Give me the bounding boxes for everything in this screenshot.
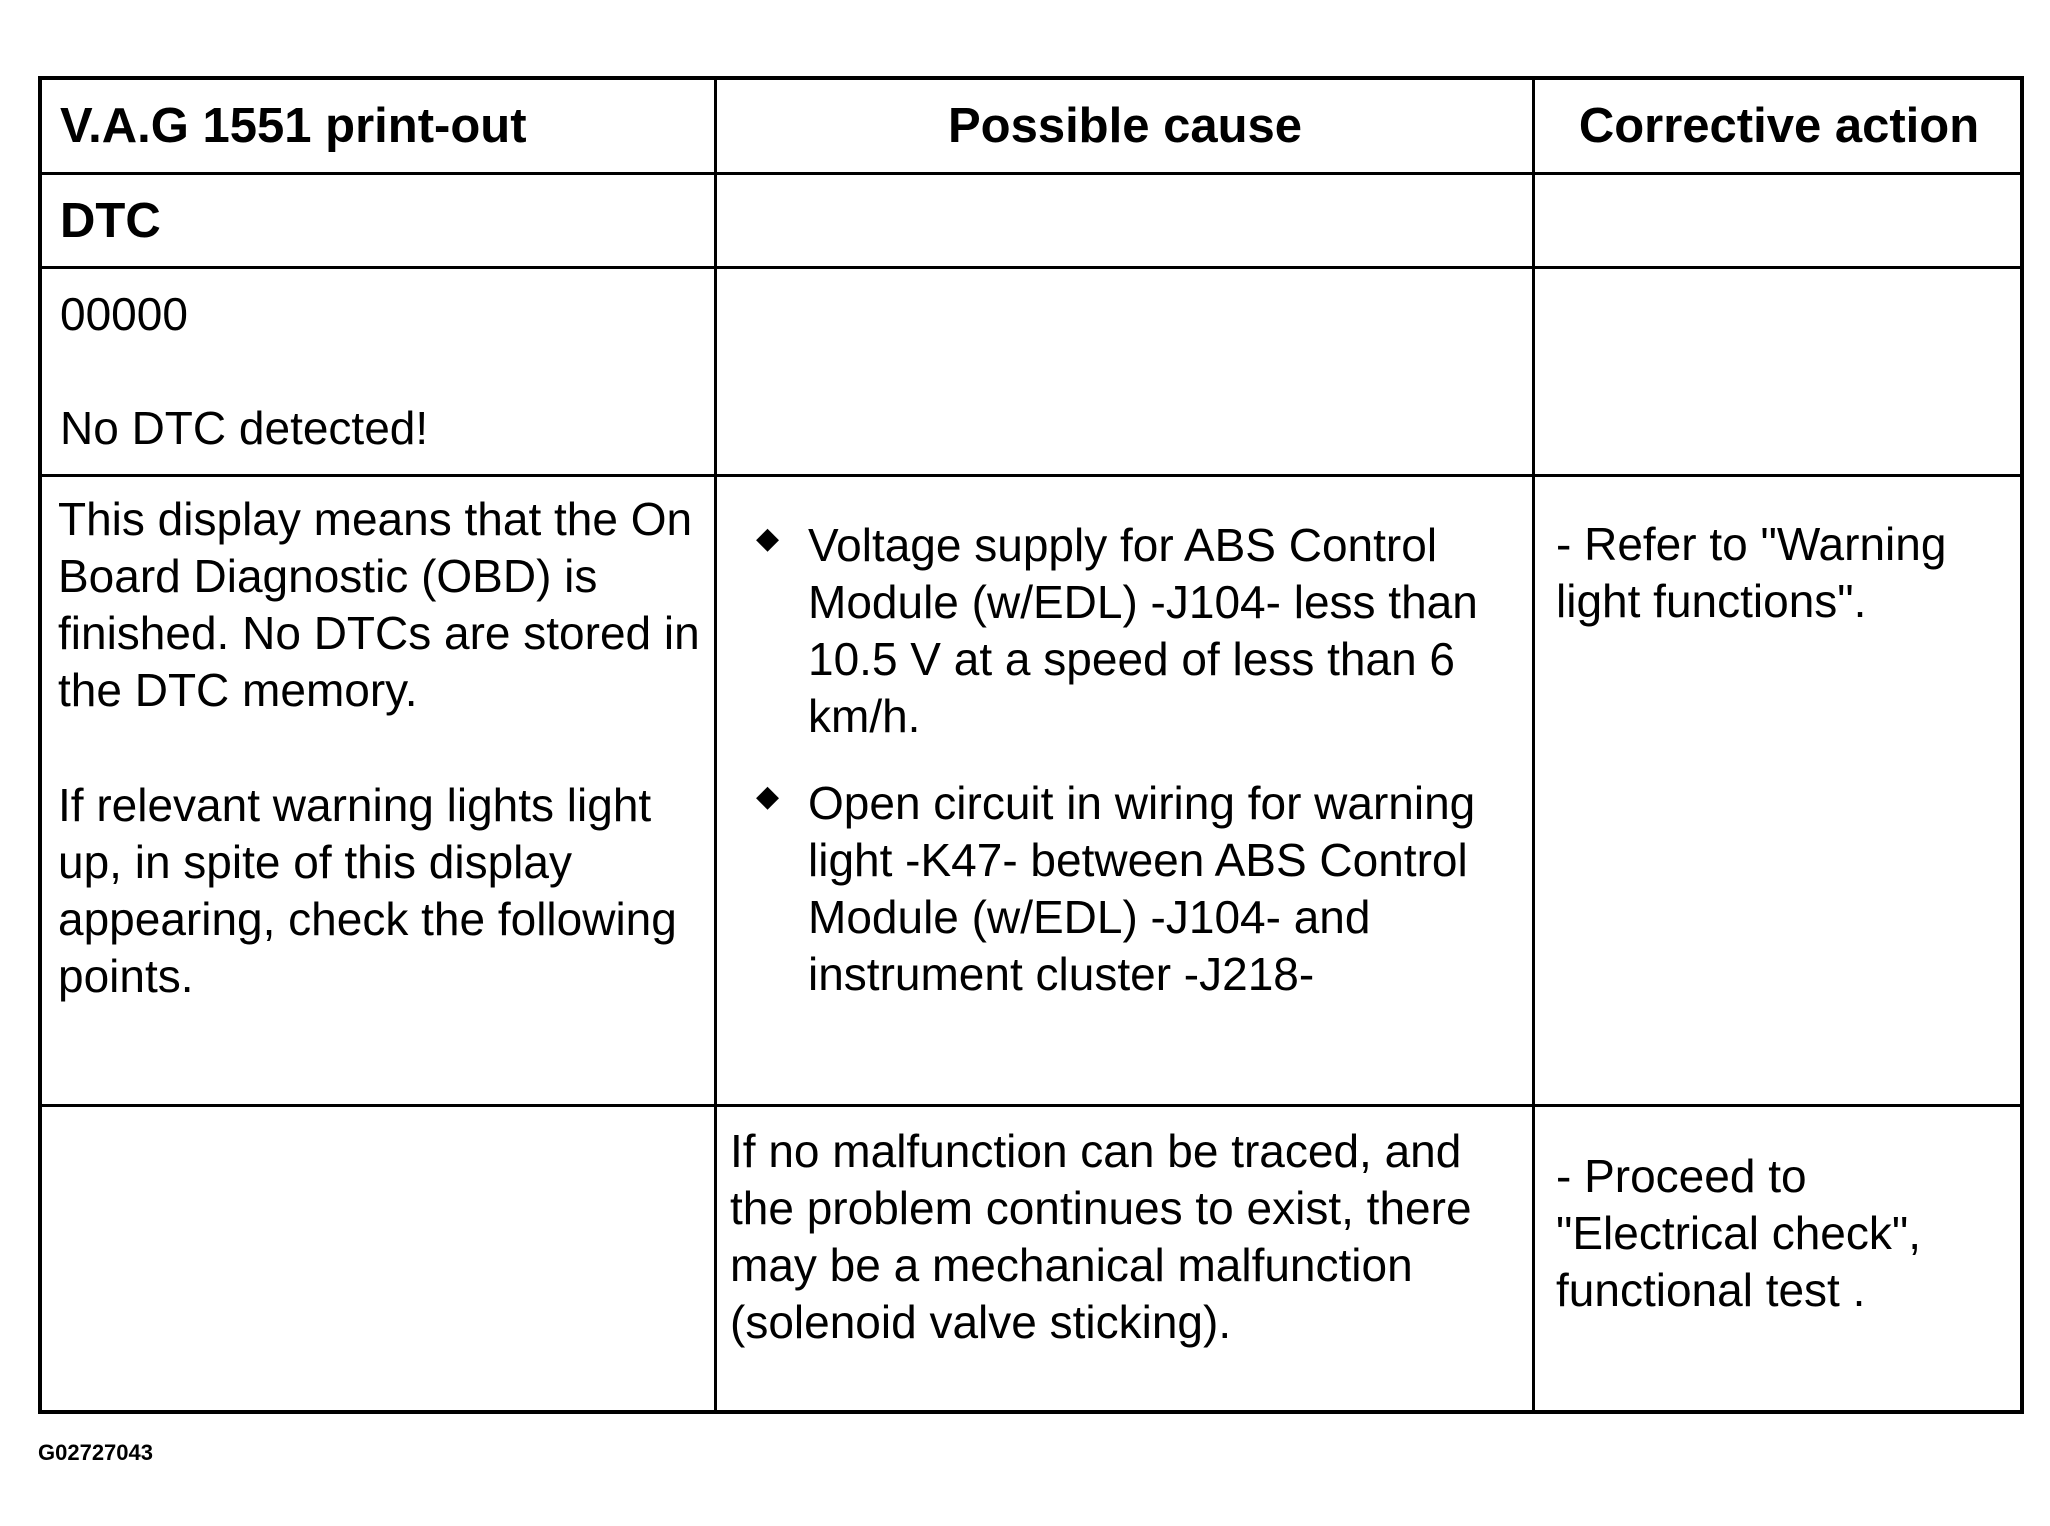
corrective-action-3: - Proceed to "Electrical check", functional test . <box>1556 1150 1921 1316</box>
warning-light-instruction: If relevant warning lights light up, in spite of this display appearing, check the following points. <box>58 779 677 1002</box>
dtc-code: 00000 <box>60 288 188 340</box>
bullet-diamond-icon: ◆ <box>756 780 780 813</box>
header-corrective-action: Corrective action <box>1578 99 1980 153</box>
header-possible-cause: Possible cause <box>947 99 1303 153</box>
cause-text: Open circuit in wiring for warning light -K47- between ABS Control Module (w/EDL) -J104- and instrument cluster -J218- <box>808 777 1476 1000</box>
corrective-action-1: - Refer to "Warning light functions". <box>1556 518 1947 627</box>
column-divider <box>714 80 717 1410</box>
header-printout: V.A.G 1551 print-out <box>60 99 527 153</box>
display-explanation: This display means that the On Board Diagnostic (OBD) is finished. No DTCs are stored in the DTC memory. <box>58 493 700 716</box>
cause-item <box>718 517 1522 745</box>
cause-text: Voltage supply for ABS Control Module (w/EDL) -J104- less than 10.5 V at a speed of less than 6 km/h. <box>808 519 1478 742</box>
row-divider <box>42 474 2020 477</box>
row-divider <box>42 266 2020 269</box>
cause-item <box>718 775 1522 1003</box>
diagnostic-table <box>38 76 2024 1414</box>
mechanical-malfunction-cause: If no malfunction can be traced, and the problem continues to exist, there may be a mechanical malfunction (solenoid valve sticking). <box>730 1125 1472 1348</box>
dtc-label: DTC <box>60 194 161 248</box>
dtc-message: No DTC detected! <box>60 402 429 454</box>
bullet-diamond-icon: ◆ <box>756 522 780 555</box>
figure-id: G02727043 <box>38 1440 153 1465</box>
causes-list <box>742 517 1522 1003</box>
column-divider <box>1532 80 1535 1410</box>
row-divider <box>42 1104 2020 1107</box>
